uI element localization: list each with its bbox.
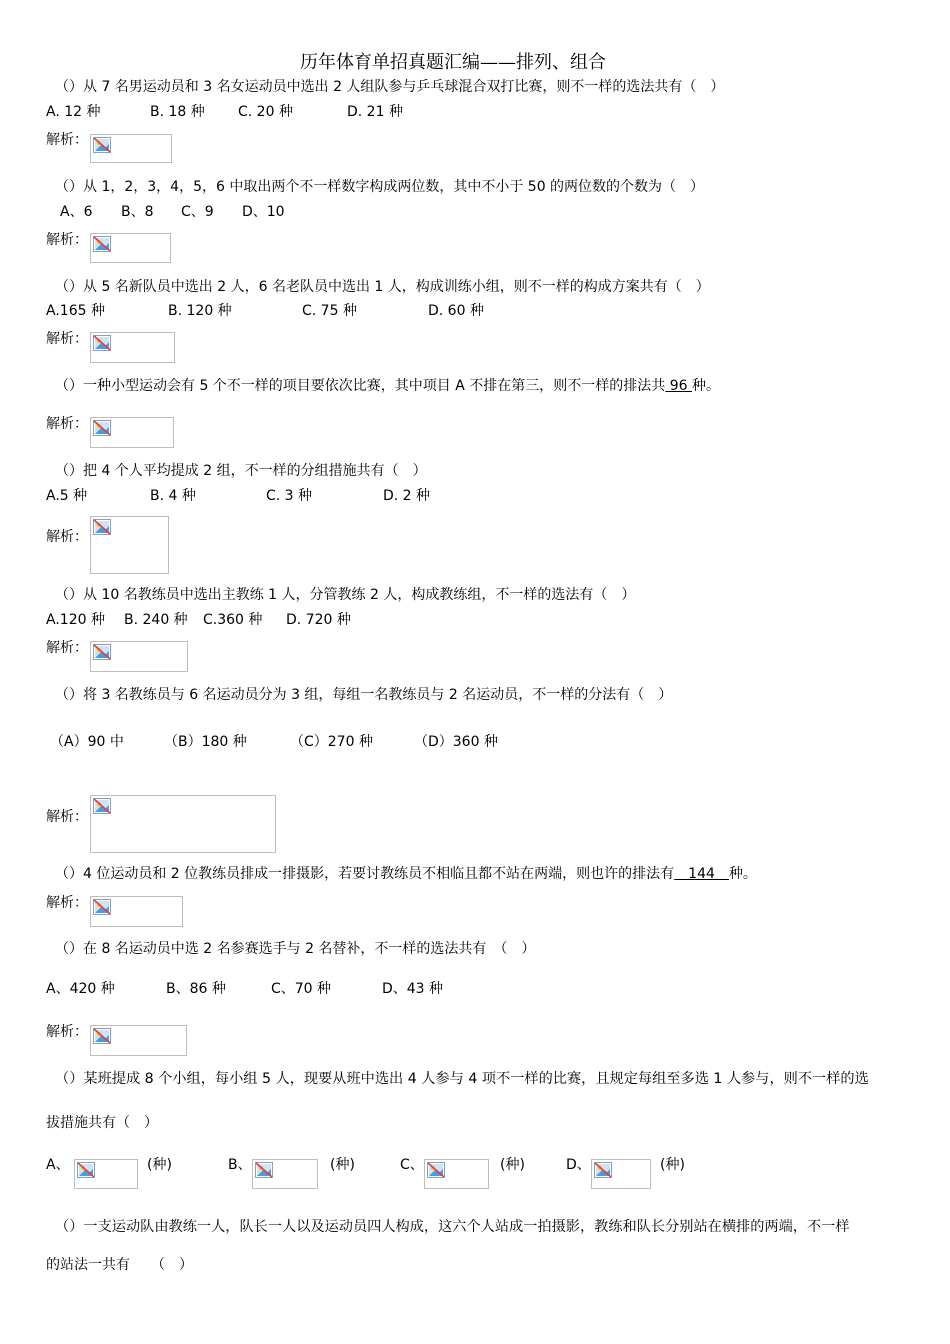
question-9-option-c: C、70 种 (271, 981, 332, 997)
question-4-text-before: （）一种小型运动会有 5 个不一样的项目要依次比赛，其中项目 A 不排在第三，则不一样的排法共 (55, 378, 666, 394)
question-4-analysis-image (90, 417, 174, 448)
question-5-option-a: A.5 种 (46, 488, 88, 504)
question-7-text: （）将 3 名教练员与 6 名运动员分为 3 组，每组一名教练员与 2 名运动员，不一样的分法有（ ） (55, 687, 673, 703)
question-7-option-c: （C）270 种 (290, 734, 373, 750)
question-3-option-c: C. 75 种 (302, 303, 357, 319)
question-1-text: （）从 7 名男运动员和 3 名女运动员中选出 2 人组队参与乒乓球混合双打比赛，则不一样的选法共有（ ） (55, 79, 725, 95)
broken-image-icon (93, 236, 111, 252)
question-10-line-2: 拔措施共有（ ） (46, 1115, 158, 1131)
broken-image-icon (93, 335, 111, 351)
question-4-analysis-label: 解析： (46, 416, 88, 432)
question-1-option-b: B. 18 种 (150, 104, 205, 120)
question-10-line-1: （）某班提成 8 个小组，每小组 5 人，现要从班中选出 4 人参与 4 项不一样的比赛，且规定每组至多选 1 人参与，则不一样的选 (55, 1071, 869, 1087)
question-4-text (55, 378, 720, 395)
question-8-text (55, 866, 757, 883)
question-8-text-before: （）4 位运动员和 2 位教练员排成一排摄影，若要讨教练员不相临且都不站在两端，则也许的排法有 (55, 866, 675, 882)
broken-image-icon (594, 1162, 612, 1178)
question-4-text-after: 种。 (692, 378, 721, 394)
broken-image-icon (93, 644, 111, 660)
question-9-text: （）在 8 名运动员中选 2 名参赛选手与 2 名替补，不一样的选法共有 （ ） (55, 941, 536, 957)
broken-image-icon (93, 519, 111, 535)
question-2-analysis-label: 解析： (46, 232, 88, 248)
question-7-analysis-image (90, 795, 276, 853)
question-10-option-a-unit: (种) (147, 1157, 172, 1173)
question-9-option-b: B、86 种 (166, 981, 226, 997)
broken-image-icon (255, 1162, 273, 1178)
broken-image-icon (93, 1028, 111, 1044)
question-10-option-c-label: C、 (400, 1157, 424, 1173)
question-9-option-a: A、420 种 (46, 981, 115, 997)
question-3-option-b: B. 120 种 (168, 303, 232, 319)
question-6-analysis-label: 解析： (46, 640, 88, 656)
question-5-text: （）把 4 个人平均提成 2 组，不一样的分组措施共有（ ） (55, 463, 427, 479)
question-3-text: （）从 5 名新队员中选出 2 人，6 名老队员中选出 1 人，构成训练小组，则不一样的构成方案共有（ ） (55, 279, 710, 295)
broken-image-icon (93, 798, 111, 814)
question-7-analysis-label: 解析： (46, 809, 88, 825)
question-10-option-d-unit: (种) (660, 1157, 685, 1173)
question-2-option-c: C、9 (181, 204, 214, 220)
broken-image-icon (427, 1162, 445, 1178)
broken-image-icon (93, 899, 111, 915)
question-9-analysis-image (90, 1025, 187, 1056)
question-1-analysis-image (90, 134, 172, 163)
question-6-option-a: A.120 种 (46, 612, 105, 628)
question-6-option-d: D. 720 种 (286, 612, 351, 628)
question-9-analysis-label: 解析： (46, 1024, 88, 1040)
question-10-option-c-image (424, 1159, 489, 1189)
question-3-option-a: A.165 种 (46, 303, 105, 319)
question-10-option-d-label: D、 (566, 1157, 591, 1173)
question-6-option-b: B. 240 种 (124, 612, 188, 628)
question-2-option-d: D、10 (242, 204, 285, 220)
question-8-analysis-label: 解析： (46, 895, 88, 911)
broken-image-icon (93, 420, 111, 436)
question-6-option-c: C.360 种 (203, 612, 263, 628)
question-7-option-a: （A）90 中 (50, 734, 124, 750)
question-5-option-d: D. 2 种 (383, 488, 431, 504)
question-11-line-2: 的站法一共有 （ ） (46, 1257, 193, 1273)
question-10-option-b-image (252, 1159, 318, 1189)
question-3-option-d: D. 60 种 (428, 303, 484, 319)
question-1-option-d: D. 21 种 (347, 104, 403, 120)
question-3-analysis-image (90, 332, 175, 363)
question-5-analysis-label: 解析： (46, 529, 88, 545)
broken-image-icon (93, 137, 111, 153)
question-7-option-b: （B）180 种 (164, 734, 247, 750)
question-5-option-b: B. 4 种 (150, 488, 196, 504)
question-2-analysis-image (90, 233, 171, 263)
question-8-analysis-image (90, 896, 183, 927)
question-10-option-c-unit: (种) (500, 1157, 525, 1173)
question-5-option-c: C. 3 种 (266, 488, 313, 504)
question-10-option-d-image (591, 1159, 651, 1189)
question-10-option-a-image (74, 1159, 138, 1189)
question-9-option-d: D、43 种 (382, 981, 444, 997)
question-5-analysis-image (90, 516, 169, 574)
question-6-analysis-image (90, 641, 188, 672)
question-2-option-b: B、8 (121, 204, 154, 220)
question-8-answer: 144 (674, 866, 729, 882)
question-3-analysis-label: 解析： (46, 331, 88, 347)
question-7-option-d: （D）360 种 (414, 734, 498, 750)
question-2-text: （）从 1，2，3，4，5，6 中取出两个不一样数字构成两位数，其中不小于 50 的两位数的个数为（ ） (55, 179, 705, 195)
question-1-option-a: A. 12 种 (46, 104, 101, 120)
question-8-text-after: 种。 (728, 866, 757, 882)
question-10-option-a-label: A、 (46, 1157, 70, 1173)
page-title: 历年体育单招真题汇编——排列、组合 (300, 52, 606, 73)
question-6-text: （）从 10 名教练员中选出主教练 1 人，分管教练 2 人，构成教练组，不一样的选法有（ ） (55, 587, 636, 603)
broken-image-icon (77, 1162, 95, 1178)
question-1-analysis-label: 解析： (46, 132, 88, 148)
question-2-option-a: A、6 (60, 204, 93, 220)
question-4-answer: 96 (665, 378, 693, 394)
question-10-option-b-label: B、 (228, 1157, 252, 1173)
question-11-line-1: （）一支运动队由教练一人，队长一人以及运动员四人构成，这六个人站成一拍摄影，教练和队长分别站在横排的两端，不一样 (55, 1219, 850, 1235)
question-10-option-b-unit: (种) (330, 1157, 355, 1173)
question-1-option-c: C. 20 种 (238, 104, 293, 120)
